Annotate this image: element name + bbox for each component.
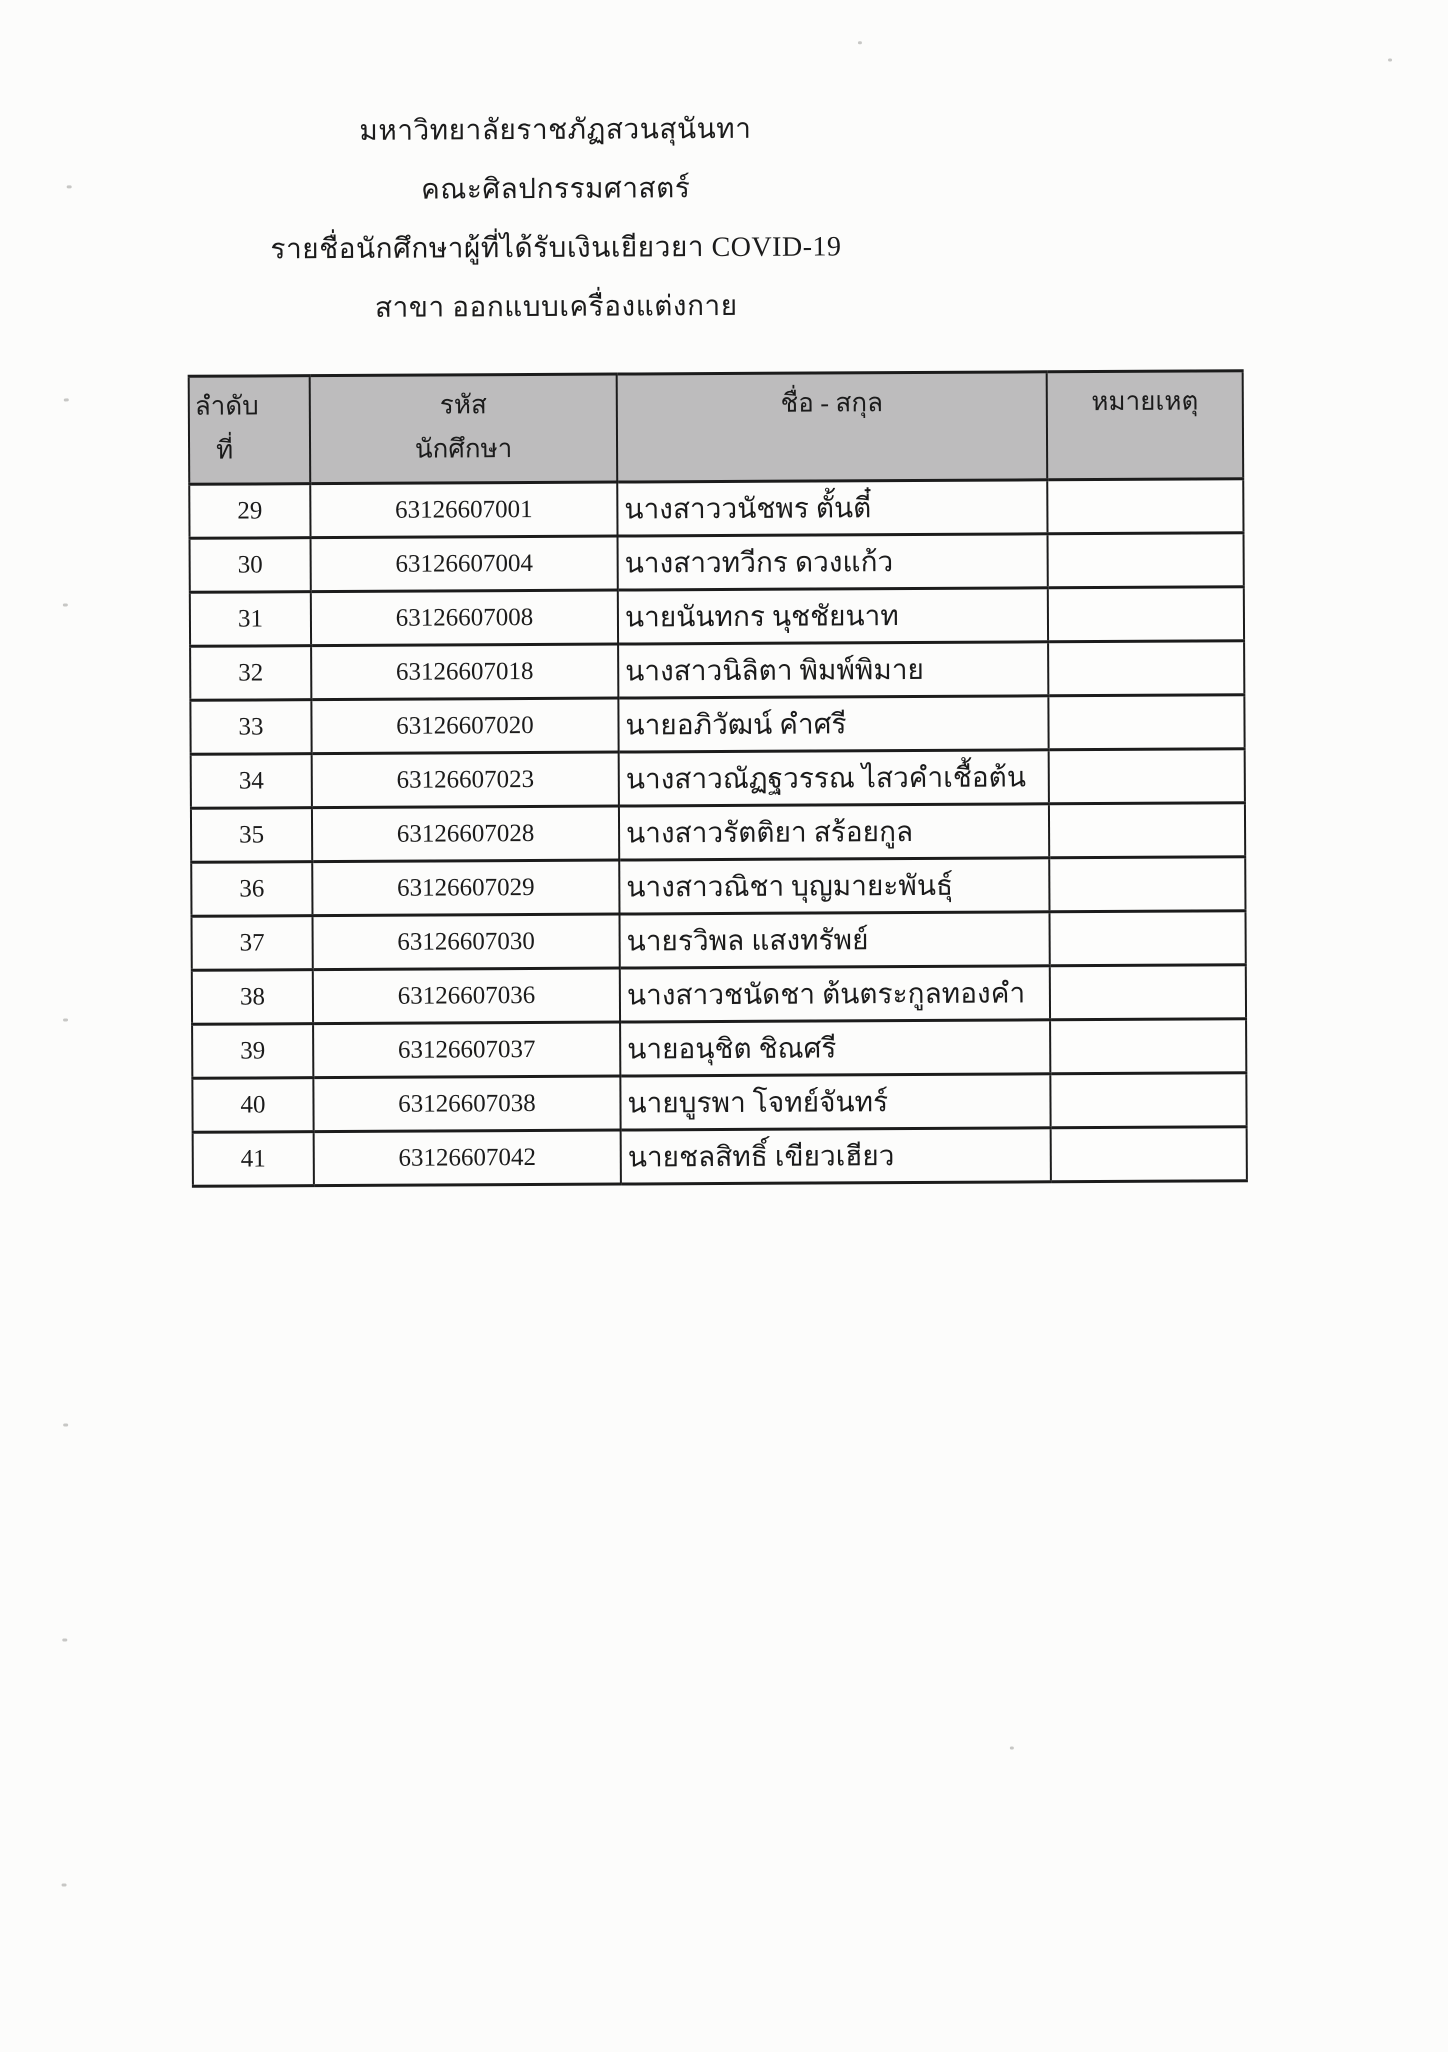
order-cell: 38 (192, 970, 313, 1025)
order-cell: 37 (192, 916, 313, 971)
name-cell: นายอนุชิต ชิณศรี (620, 1020, 1050, 1076)
student-id-cell: 63126607004 (311, 536, 618, 592)
scan-speck (62, 1638, 67, 1641)
student-id-cell: 63126607018 (311, 644, 618, 700)
remark-cell (1048, 641, 1244, 696)
order-cell: 34 (191, 754, 312, 809)
name-cell: นายรวิพล แสงทรัพย์ (619, 912, 1049, 968)
order-cell: 39 (192, 1024, 313, 1079)
remark-cell (1049, 749, 1245, 804)
name-cell: นางสาววนัชพร ตั้นตี๋ (617, 480, 1047, 536)
student-id-cell: 63126607030 (312, 914, 619, 970)
order-cell: 29 (189, 484, 310, 539)
table-row (193, 1127, 1247, 1187)
scan-speck (62, 1883, 67, 1886)
student-id-cell: 63126607028 (312, 806, 619, 862)
remark-cell (1049, 803, 1245, 858)
table-row (190, 641, 1244, 701)
name-cell: นางสาวทวีกร ดวงแก้ว (618, 534, 1048, 590)
name-cell: นางสาวชนัดชา ต้นตระกูลทองคำ (620, 966, 1050, 1022)
student-table-header (189, 371, 1244, 485)
name-cell: นายชลสิทธิ์ เขียวเฮียว (621, 1128, 1051, 1184)
remark-cell (1048, 533, 1244, 588)
remark-cell (1051, 1127, 1247, 1182)
table-row (191, 857, 1245, 917)
scan-speck (63, 1423, 68, 1426)
order-cell: 40 (192, 1078, 313, 1133)
header-name-label: ชื่อ - สกุล (780, 388, 884, 418)
order-cell: 41 (193, 1132, 314, 1187)
remark-cell (1048, 587, 1244, 642)
table-row (192, 965, 1246, 1025)
program-title: สาขา ออกแบบเครื่องแต่งกาย (374, 290, 738, 324)
student-id-cell: 63126607029 (312, 860, 619, 916)
order-cell: 30 (190, 538, 311, 593)
header-col-order (189, 376, 311, 485)
remark-cell (1048, 695, 1244, 750)
name-cell: นายนันทกร นุชชัยนาท (618, 588, 1048, 644)
scan-speck (63, 603, 68, 606)
table-row (191, 749, 1245, 809)
name-cell: นายบูรพา โจทย์จันทร์ (620, 1074, 1050, 1130)
student-id-cell: 63126607020 (311, 698, 618, 754)
header-id-line1: รหัส (439, 390, 487, 420)
document-title-block (0, 98, 1115, 340)
order-cell: 31 (190, 592, 311, 647)
header-col-student-id (310, 374, 618, 484)
remark-cell (1047, 479, 1243, 534)
table-row (191, 803, 1245, 863)
remark-cell (1049, 911, 1245, 966)
header-remark-label: หมายเหตุ (1091, 386, 1199, 417)
name-cell: นางสาวณิชา บุญมายะพันธุ์ (619, 858, 1049, 914)
order-cell: 36 (191, 862, 312, 917)
list-title: รายชื่อนักศึกษาผู้ที่ได้รับเงินเยียวยา COVID-19 (270, 231, 842, 266)
table-row (189, 479, 1243, 539)
faculty-title: คณะศิลปกรรมศาสตร์ (420, 173, 691, 206)
remark-cell (1050, 1019, 1246, 1074)
name-cell: นางสาวนิลิตา พิมพ์พิมาย (618, 642, 1048, 698)
header-order-line2: ที่ (215, 435, 234, 465)
table-row (192, 1019, 1246, 1079)
scan-speck (64, 398, 69, 401)
student-table-body (189, 479, 1247, 1187)
header-col-name (617, 372, 1048, 482)
table-row (190, 587, 1244, 647)
scan-speck (63, 1018, 68, 1021)
student-id-cell: 63126607037 (313, 1022, 620, 1078)
header-order-line1: ลำดับ (194, 391, 259, 421)
student-id-cell: 63126607023 (312, 752, 619, 808)
header-col-remark (1047, 371, 1244, 480)
name-cell: นายอภิวัฒน์ คำศรี (618, 696, 1048, 752)
scan-speck (1388, 58, 1392, 61)
scan-speck (858, 41, 862, 44)
table-row (190, 533, 1244, 593)
student-id-cell: 63126607042 (314, 1130, 621, 1186)
remark-cell (1050, 1073, 1246, 1128)
name-cell: นางสาวณัฏฐวรรณ ไสวคำเชื้อต้น (619, 750, 1049, 806)
header-row (189, 371, 1244, 485)
remark-cell (1050, 965, 1246, 1020)
table-row (192, 911, 1246, 971)
order-cell: 35 (191, 808, 312, 863)
name-cell: นางสาวรัตติยา สร้อยกูล (619, 804, 1049, 860)
student-id-cell: 63126607038 (313, 1076, 620, 1132)
scan-speck (67, 185, 72, 188)
table-row (190, 695, 1244, 755)
order-cell: 32 (190, 646, 311, 701)
remark-cell (1049, 857, 1245, 912)
student-id-cell: 63126607036 (313, 968, 620, 1024)
student-id-cell: 63126607001 (310, 482, 617, 538)
scan-speck (1010, 1746, 1014, 1749)
student-id-cell: 63126607008 (311, 590, 618, 646)
student-table (188, 369, 1248, 1188)
table-row (192, 1073, 1246, 1133)
header-id-line2: นักศึกษา (414, 434, 513, 464)
order-cell: 33 (190, 700, 311, 755)
university-title: มหาวิทยาลัยราชภัฏสวนสุนันทา (359, 113, 752, 147)
